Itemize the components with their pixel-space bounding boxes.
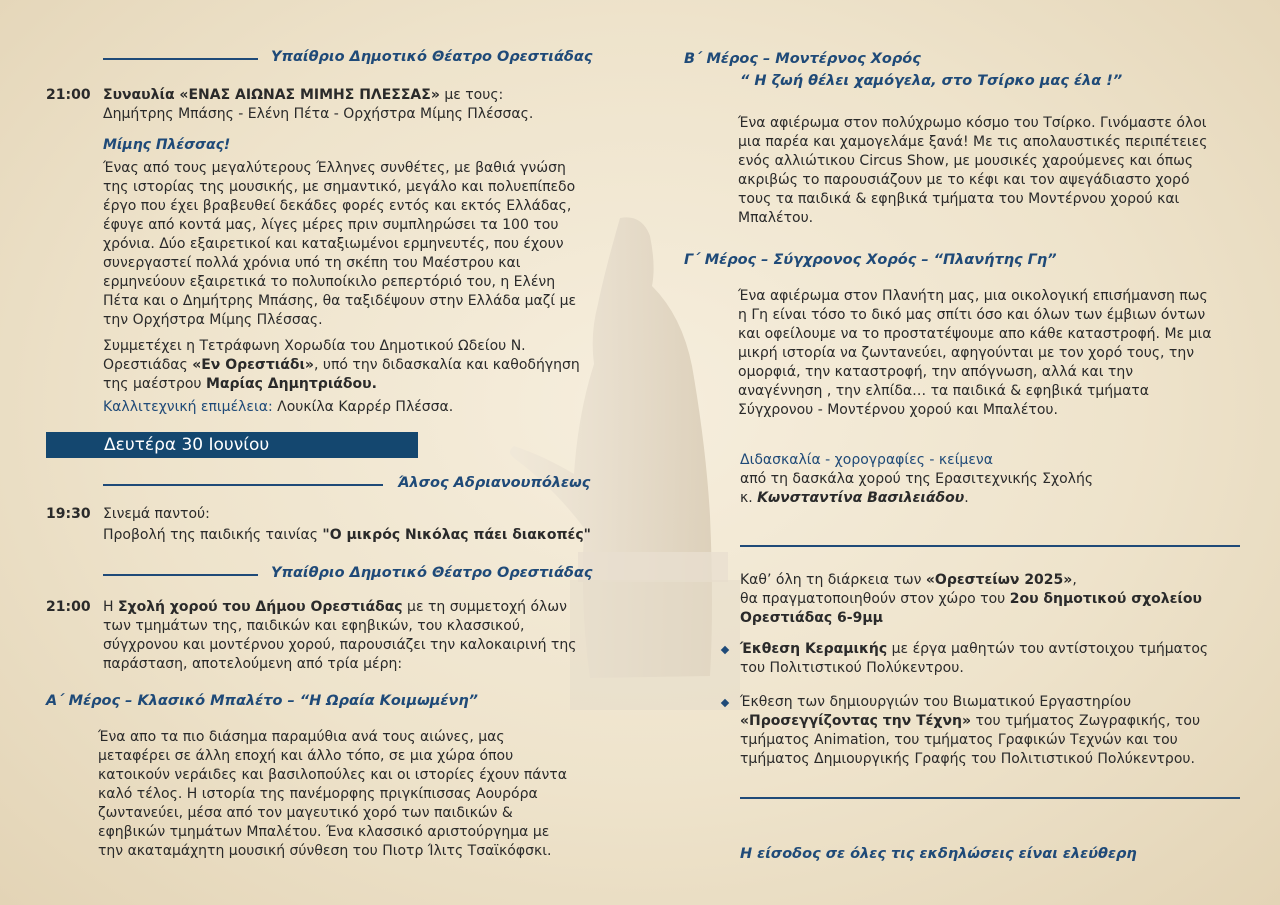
venue-heading: Άλσος Αδριανουπόλεως: [398, 475, 591, 491]
event-time: 19:30: [46, 506, 91, 522]
divider-line: [103, 574, 258, 576]
event-performers: Δημήτρης Μπάσης - Ελένη Πέτα - Ορχήστρα Μίμης Πλέσσας.: [103, 106, 534, 122]
divider-line: [740, 545, 1240, 547]
venue-heading: Υπαίθριο Δημοτικό Θέατρο Ορεστιάδας: [271, 565, 593, 581]
venue-heading: Υπαίθριο Δημοτικό Θέατρο Ορεστιάδας: [271, 49, 593, 65]
artistic-direction: Καλλιτεχνική επιμέλεια: Λουκίλα Καρρέρ Πλέσσα.: [103, 399, 454, 415]
event-title: Συναυλία «ΕΝΑΣ ΑΙΩΝΑΣ ΜΙΜΗΣ ΠΛΕΣΣΑΣ» με τους:: [103, 87, 504, 103]
part-b-description: Ένα αφιέρωμα στον πολύχρωμο κόσμο του Τσίρκο. Γινόμαστε όλοι μια παρέα και χαμογελάμε ξανά! Με τις απολαυστικές περιπέτειες ενός αλλιώτικου Circus Show, με μουσικές χαρούμενες και όπως ακριβώς το παρουσιάζουν με το κέφι και τον αψεγάδιαστο χορό τους τα παιδικά & εφηβικά τμήματα του Μοντέρνου χορού και Μπαλέτου.: [738, 115, 1208, 226]
part-a-heading: Α΄ Μέρος – Κλασικό Μπαλέτο – “Η Ωραία Κοιμωμένη”: [46, 693, 478, 709]
event-description: Ένας από τους μεγαλύτερους Έλληνες συνθέτες, με βαθιά γνώση της ιστορίας της μουσικής, με σημαντικό, μεγάλο και πολυεπίπεδο έργο που έχει βραβευθεί δεκάδες φορές εντός και εκτός Ελλάδας, έφυγε από κοντά μας, λίγες μέρες πριν συμπληρώσει τα 100 του χρόνια. Δύο εξαιρετικοί και καταξιωμένοι ερμηνευτές, που έχουν συνεργαστεί πολλά χρόνια υπό τη σκέπη του Μαέστρου και ερμηνεύουν εξαιρετικά το πολυποίκιλο ρεπερτόριό του, η Ελένη Πέτα και ο Δημήτρης Μπάσης, θα ταξιδέψουν στην Ελλάδα μαζί με την Ορχήστρα Μίμης Πλέσσας.: [103, 160, 577, 328]
event-description: Η Σχολή χορού του Δήμου Ορεστιάδας με τη συμμετοχή όλων των τμημάτων της, παιδικών και εφηβικών, του κλασσικού, σύγχρονου και μοντέρνου χορού, παρουσιάζει την καλοκαιρινή της παράσταση, αποτελούμενη από τρία μέρη:: [103, 599, 577, 672]
event-time: 21:00: [46, 599, 91, 615]
event-time: 21:00: [46, 87, 91, 103]
divider-line: [740, 797, 1240, 799]
event-subheading: Μίμης Πλέσσας!: [103, 137, 231, 153]
part-c-heading: Γ΄ Μέρος – Σύγχρονος Χορός – “Πλανήτης Γη”: [684, 252, 1057, 268]
event-description: Προβολή της παιδικής ταινίας "Ο μικρός Νικόλας πάει διακοπές": [103, 527, 591, 543]
part-b-heading: Β΄ Μέρος – Μοντέρνος Χορός: [684, 51, 921, 67]
date-label: Δευτέρα 30 Ιουνίου: [104, 435, 270, 455]
free-entry-footer: Η είσοδος σε όλες τις εκδηλώσεις είναι ελεύθερη: [740, 846, 1137, 862]
exhibition-item: Έκθεση των δημιουργιών του Βιωματικού Εργαστηρίου «Προσεγγίζοντας την Τέχνη» του τμήματος Ζωγραφικής, του τμήματος Animation, του τμήματος Γραφικών Τεχνών και του τμήματος Δημιουργικής Γραφής του Πολιτιστικού Πολύκεντρου.: [740, 694, 1201, 767]
exhibition-item: Έκθεση Κεραμικής με έργα μαθητών του αντίστοιχου τμήματος του Πολιτιστικού Πολύκεντρου.: [740, 641, 1209, 676]
teacher-credits: Διδασκαλία - χορογραφίες - κείμενα από τη δασκάλα χορού της Ερασιτεχνικής Σχολής κ. Κωνσταντίνα Βασιλειάδου.: [740, 452, 1094, 506]
choir-info: Συμμετέχει η Τετράφωνη Χορωδία του Δημοτικού Ωδείου Ν. Ορεστιάδας «Εν Ορεστιάδι», υπό την διδασκαλία και καθοδήγηση της μαέστρου Μαρίας Δημητριάδου.: [103, 338, 580, 392]
exhibitions-intro: Καθ’ όλη τη διάρκεια των «Ορεστείων 2025», θα πραγματοποιηθούν στον χώρο του 2ου δημοτικού σχολείου Ορεστιάδας 6-9μμ: [740, 572, 1202, 626]
date-bar: [46, 432, 418, 458]
part-b-subtitle: “ Η ζωή θέλει χαμόγελα, στο Τσίρκο μας έλα !”: [740, 73, 1123, 89]
part-c-description: Ένα αφιέρωμα στον Πλανήτη μας, μια οικολογική επισήμανση πως η Γη είναι τόσο το δικό μας σπίτι όσο και όλων των έμβιων όντων και οφείλουμε να το προστατέψουμε απο κάθε καταστροφή. Με μια μικρή ιστορία να ζωντανεύει, αφηγούνται με τον χορό τους, την ομορφιά, την καταστροφή, την απόγνωση, αλλά και την αναγέννηση , την ελπίδα… τα παιδικά & εφηβικά τμήματα Σύγχρονου - Μοντέρνου χορού και Μπαλέτου.: [738, 288, 1212, 418]
divider-line: [103, 484, 383, 486]
event-title: Σινεμά παντού:: [103, 506, 210, 522]
part-a-description: Ένα απο τα πιο διάσημα παραμύθια ανά τους αιώνες, μας μεταφέρει σε άλλη εποχή και άλλο τόπο, σε μια χώρα όπου κατοικούν νεράιδες και βασιλοπούλες και οι ιστορίες έχουν πάντα καλό τέλος. Η ιστορία της πανέμορφης πριγκίπισσας Αουρόρα ζωντανεύει, μέσα από τον μαγευτικό χορό των παιδικών & εφηβικών τμημάτων Μπαλέτου. Ένα κλασσικό αριστούργημα με την ακαταμάχητη μουσική σύνθεση του Πιοτρ Ίλιτς Τσαϊκόφσκι.: [98, 729, 567, 859]
divider-line: [103, 58, 258, 60]
